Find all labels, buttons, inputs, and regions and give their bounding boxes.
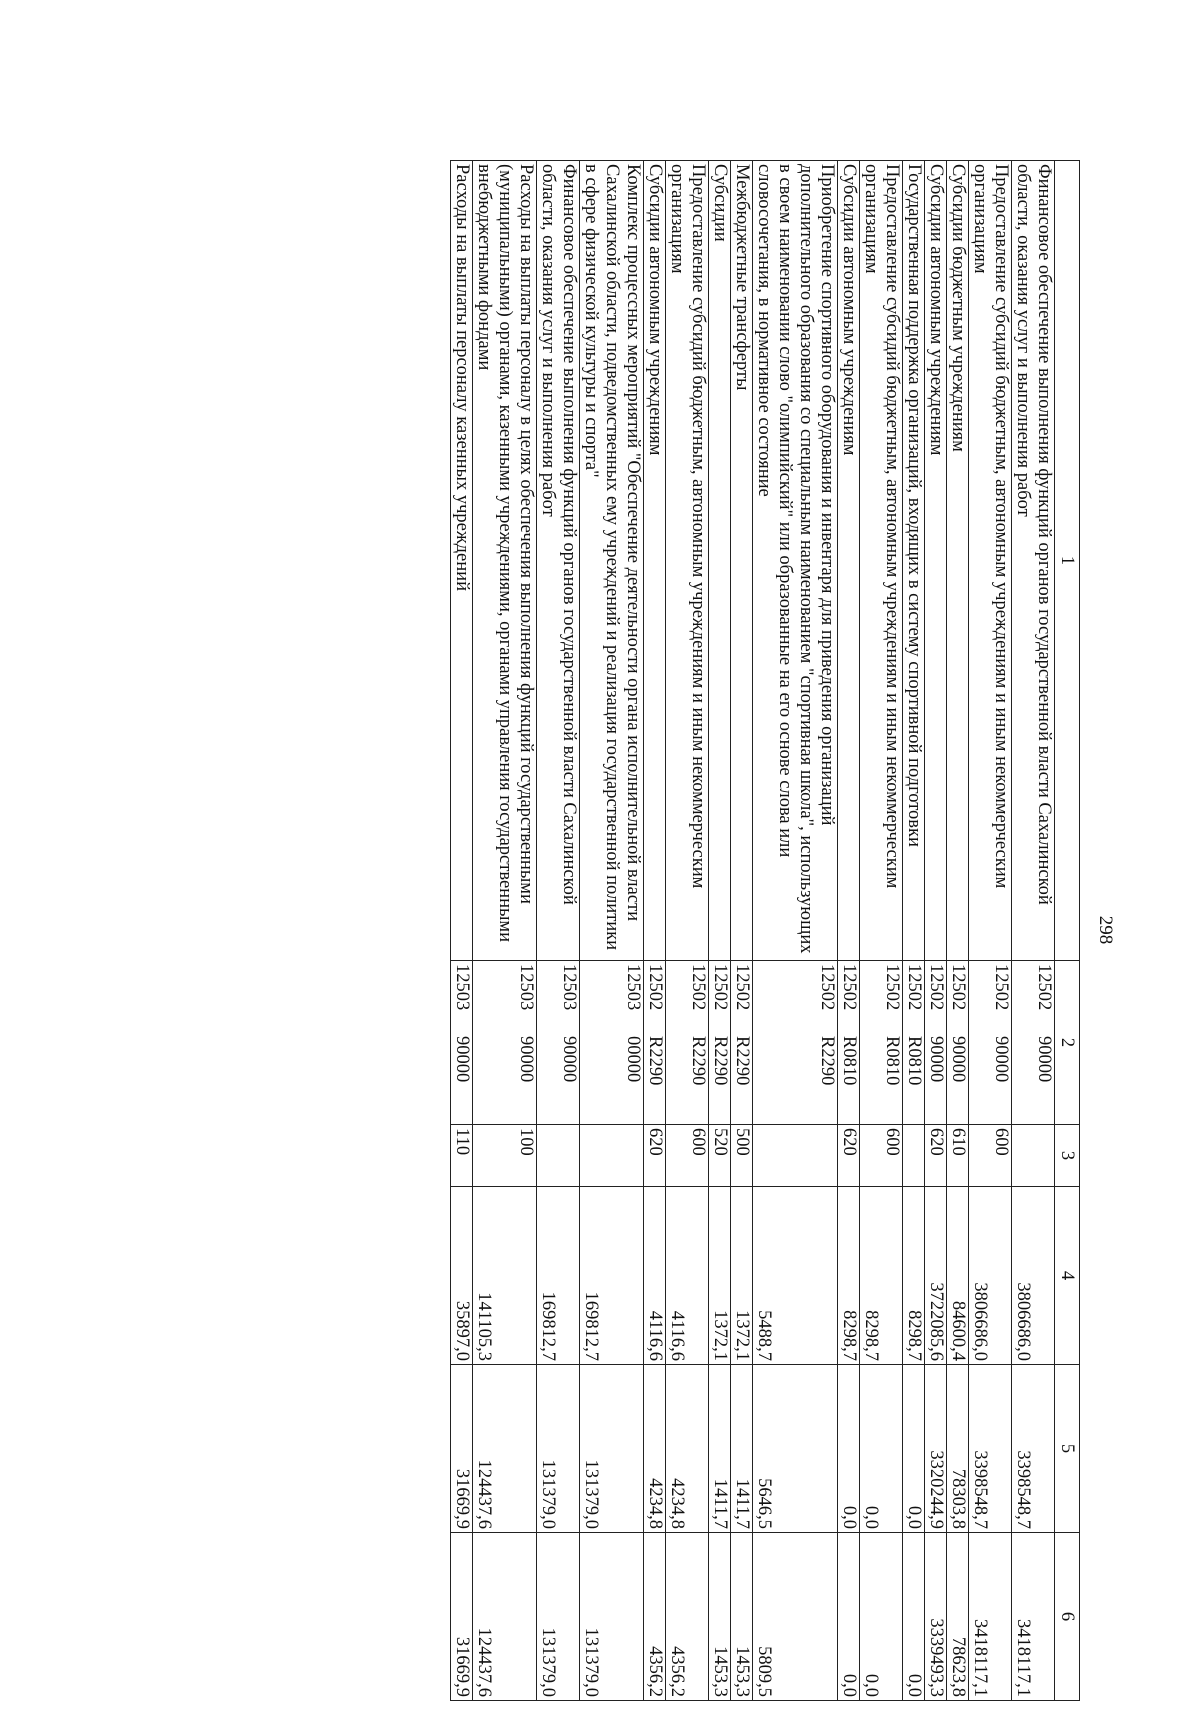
budget-table (450, 160, 1080, 1701)
row-type-cell: 520 (709, 1125, 731, 1187)
code-direction: R0810 (904, 1036, 924, 1086)
row-value-2024: 0,0 (860, 1365, 903, 1533)
row-code-cell (969, 961, 1012, 1125)
code-direction: 90000 (452, 1036, 472, 1083)
row-value-2025: 131379,0 (537, 1533, 580, 1701)
row-value-2025: 4356,2 (666, 1533, 709, 1701)
row-value-2024: 1411,7 (709, 1365, 731, 1533)
row-value-2024: 3398548,7 (969, 1365, 1012, 1533)
row-code-cell (473, 961, 537, 1125)
row-value-2025: 78623,8 (947, 1533, 969, 1701)
code-direction: R0810 (839, 1036, 859, 1086)
row-code-cell (838, 961, 860, 1125)
code-program: 12502 (991, 964, 1011, 1011)
row-type-cell: 620 (644, 1125, 666, 1187)
code-direction: 90000 (948, 1036, 968, 1083)
table-row (838, 161, 860, 1701)
code-direction: R2290 (645, 1036, 665, 1086)
row-type-cell: 620 (925, 1125, 947, 1187)
row-value-2024: 124437,6 (473, 1365, 537, 1533)
table-row (451, 161, 473, 1701)
row-value-2023: 4116,6 (666, 1187, 709, 1365)
code-program: 12502 (904, 964, 924, 1011)
table-row (925, 161, 947, 1701)
row-value-2024: 3398548,7 (1012, 1365, 1055, 1533)
row-name-cell: Субсидии автономным учреждениям (838, 161, 860, 961)
row-name-cell: Субсидии автономным учреждениям (644, 161, 666, 961)
table-row (537, 161, 580, 1701)
row-value-2024: 78303,8 (947, 1365, 969, 1533)
row-type-cell: 500 (731, 1125, 753, 1187)
row-value-2025: 0,0 (903, 1533, 925, 1701)
column-header: 3 (1055, 1125, 1080, 1187)
row-code-cell (925, 961, 947, 1125)
table-row (1012, 161, 1055, 1701)
row-type-cell (1012, 1125, 1055, 1187)
code-program: 12503 (452, 964, 472, 1011)
row-type-cell (753, 1125, 838, 1187)
code-program: 12502 (688, 964, 708, 1011)
row-value-2025: 3339493,3 (925, 1533, 947, 1701)
code-program: 12502 (732, 964, 752, 1011)
row-value-2025: 0,0 (860, 1533, 903, 1701)
row-type-cell: 600 (969, 1125, 1012, 1187)
table-row (947, 161, 969, 1701)
row-code-cell (537, 961, 580, 1125)
code-program: 12502 (882, 964, 902, 1011)
code-direction: 90000 (559, 1036, 579, 1083)
table-row (709, 161, 731, 1701)
code-program: 12502 (710, 964, 730, 1011)
row-type-cell (903, 1125, 925, 1187)
row-name-cell: Приобретение спортивного оборудования и инвентаря для приведения организаций дополнительного образования со специальным наименованием "спортивная школа", использующих в своем наименовании слово "олимпийский" или образованные на его основе слова или словосочетания, в нормативное состояние (753, 161, 838, 961)
row-code-cell (451, 961, 473, 1125)
code-direction: R2290 (817, 1036, 837, 1086)
row-value-2023: 5488,7 (753, 1187, 838, 1365)
table-row (753, 161, 838, 1701)
row-value-2023: 169812,7 (537, 1187, 580, 1365)
row-name-cell: Финансовое обеспечение выполнения функций органов государственной власти Сахалинской области, оказания услуг и выполнения работ (1012, 161, 1055, 961)
table-row (860, 161, 903, 1701)
row-value-2024: 31669,9 (451, 1365, 473, 1533)
table-row (969, 161, 1012, 1701)
code-program: 12502 (839, 964, 859, 1011)
code-direction: 90000 (516, 1036, 536, 1083)
row-name-cell: Межбюджетные трансферты (731, 161, 753, 961)
table-row (473, 161, 537, 1701)
row-code-cell (947, 961, 969, 1125)
row-value-2024: 1411,7 (731, 1365, 753, 1533)
row-value-2023: 8298,7 (860, 1187, 903, 1365)
row-code-cell (903, 961, 925, 1125)
row-name-cell: Государственная поддержка организаций, входящих в систему спортивной подготовки (903, 161, 925, 961)
row-value-2023: 4116,6 (644, 1187, 666, 1365)
row-value-2025: 131379,0 (580, 1533, 644, 1701)
row-value-2023: 1372,1 (731, 1187, 753, 1365)
row-code-cell (666, 961, 709, 1125)
rotated-page (70, 160, 1120, 1700)
row-value-2023: 3722085,6 (925, 1187, 947, 1365)
row-value-2025: 0,0 (838, 1533, 860, 1701)
row-value-2025: 31669,9 (451, 1533, 473, 1701)
row-type-cell: 610 (947, 1125, 969, 1187)
table-row (731, 161, 753, 1701)
code-direction: 00000 (623, 1036, 643, 1083)
code-direction: R2290 (688, 1036, 708, 1086)
code-direction: 90000 (926, 1036, 946, 1083)
row-value-2023: 8298,7 (903, 1187, 925, 1365)
row-code-cell (580, 961, 644, 1125)
row-value-2024: 131379,0 (537, 1365, 580, 1533)
row-name-cell: Расходы на выплаты персоналу казенных учреждений (451, 161, 473, 961)
row-value-2024: 4234,8 (644, 1365, 666, 1533)
code-direction: 90000 (1034, 1036, 1054, 1083)
row-value-2025: 1453,3 (731, 1533, 753, 1701)
row-value-2024: 4234,8 (666, 1365, 709, 1533)
row-value-2023: 8298,7 (838, 1187, 860, 1365)
row-value-2024: 3320244,9 (925, 1365, 947, 1533)
row-name-cell: Расходы на выплаты персоналу в целях обеспечения выполнения функций государственными (муниципальными) органами, казенными учреждениями, органами управления государственными внебюджетными фондами (473, 161, 537, 961)
code-program: 12502 (645, 964, 665, 1011)
row-name-cell: Финансовое обеспечение выполнения функций органов государственной власти Сахалинской области, оказания услуг и выполнения работ (537, 161, 580, 961)
row-value-2023: 84600,4 (947, 1187, 969, 1365)
row-name-cell: Предоставление субсидий бюджетным, автономным учреждениям и иным некоммерческим организациям (666, 161, 709, 961)
row-value-2024: 131379,0 (580, 1365, 644, 1533)
row-code-cell (644, 961, 666, 1125)
table-row (580, 161, 644, 1701)
row-code-cell (1012, 961, 1055, 1125)
row-value-2025: 124437,6 (473, 1533, 537, 1701)
row-value-2023: 35897,0 (451, 1187, 473, 1365)
row-type-cell: 110 (451, 1125, 473, 1187)
row-value-2025: 1453,3 (709, 1533, 731, 1701)
row-value-2025: 3418117,1 (1012, 1533, 1055, 1701)
page-number: 298 (1095, 915, 1116, 945)
row-type-cell: 100 (473, 1125, 537, 1187)
row-name-cell: Субсидии автономным учреждениям (925, 161, 947, 961)
table-row (644, 161, 666, 1701)
code-program: 12503 (516, 964, 536, 1011)
row-code-cell (753, 961, 838, 1125)
row-value-2024: 5646,5 (753, 1365, 838, 1533)
code-direction: R2290 (710, 1036, 730, 1086)
column-header: 6 (1055, 1533, 1080, 1701)
code-program: 12503 (559, 964, 579, 1011)
row-type-cell (580, 1125, 644, 1187)
row-value-2025: 4356,2 (644, 1533, 666, 1701)
code-program: 12502 (948, 964, 968, 1011)
row-name-cell: Комплекс процессных мероприятий "Обеспечение деятельности органа исполнительной власти Сахалинской области, подведомственных ему учреждений и реализация государственной политики в сфере физической культуры и спорта" (580, 161, 644, 961)
row-value-2023: 169812,7 (580, 1187, 644, 1365)
row-code-cell (731, 961, 753, 1125)
row-value-2025: 5809,5 (753, 1533, 838, 1701)
row-name-cell: Субсидии бюджетным учреждениям (947, 161, 969, 961)
row-type-cell: 600 (860, 1125, 903, 1187)
row-code-cell (860, 961, 903, 1125)
code-program: 12502 (817, 964, 837, 1011)
row-value-2024: 0,0 (903, 1365, 925, 1533)
row-name-cell: Предоставление субсидий бюджетным, автономным учреждениям и иным некоммерческим организациям (969, 161, 1012, 961)
row-value-2025: 3418117,1 (969, 1533, 1012, 1701)
column-header: 2 (1055, 961, 1080, 1125)
row-value-2023: 1372,1 (709, 1187, 731, 1365)
row-name-cell: Предоставление субсидий бюджетным, автономным учреждениям и иным некоммерческим организациям (860, 161, 903, 961)
code-program: 12502 (1034, 964, 1054, 1011)
row-type-cell: 600 (666, 1125, 709, 1187)
column-header: 4 (1055, 1187, 1080, 1365)
code-direction: 90000 (991, 1036, 1011, 1083)
row-value-2023: 141105,3 (473, 1187, 537, 1365)
column-header: 1 (1055, 161, 1080, 961)
row-value-2023: 3806686,0 (1012, 1187, 1055, 1365)
row-type-cell: 620 (838, 1125, 860, 1187)
header-row (1055, 161, 1080, 1701)
row-name-cell: Субсидии (709, 161, 731, 961)
table-row (903, 161, 925, 1701)
table-row (666, 161, 709, 1701)
row-code-cell (709, 961, 731, 1125)
code-program: 12503 (623, 964, 643, 1011)
row-value-2023: 3806686,0 (969, 1187, 1012, 1365)
row-type-cell (537, 1125, 580, 1187)
column-header: 5 (1055, 1365, 1080, 1533)
code-program: 12502 (926, 964, 946, 1011)
code-direction: R0810 (882, 1036, 902, 1086)
row-value-2024: 0,0 (838, 1365, 860, 1533)
code-direction: R2290 (732, 1036, 752, 1086)
